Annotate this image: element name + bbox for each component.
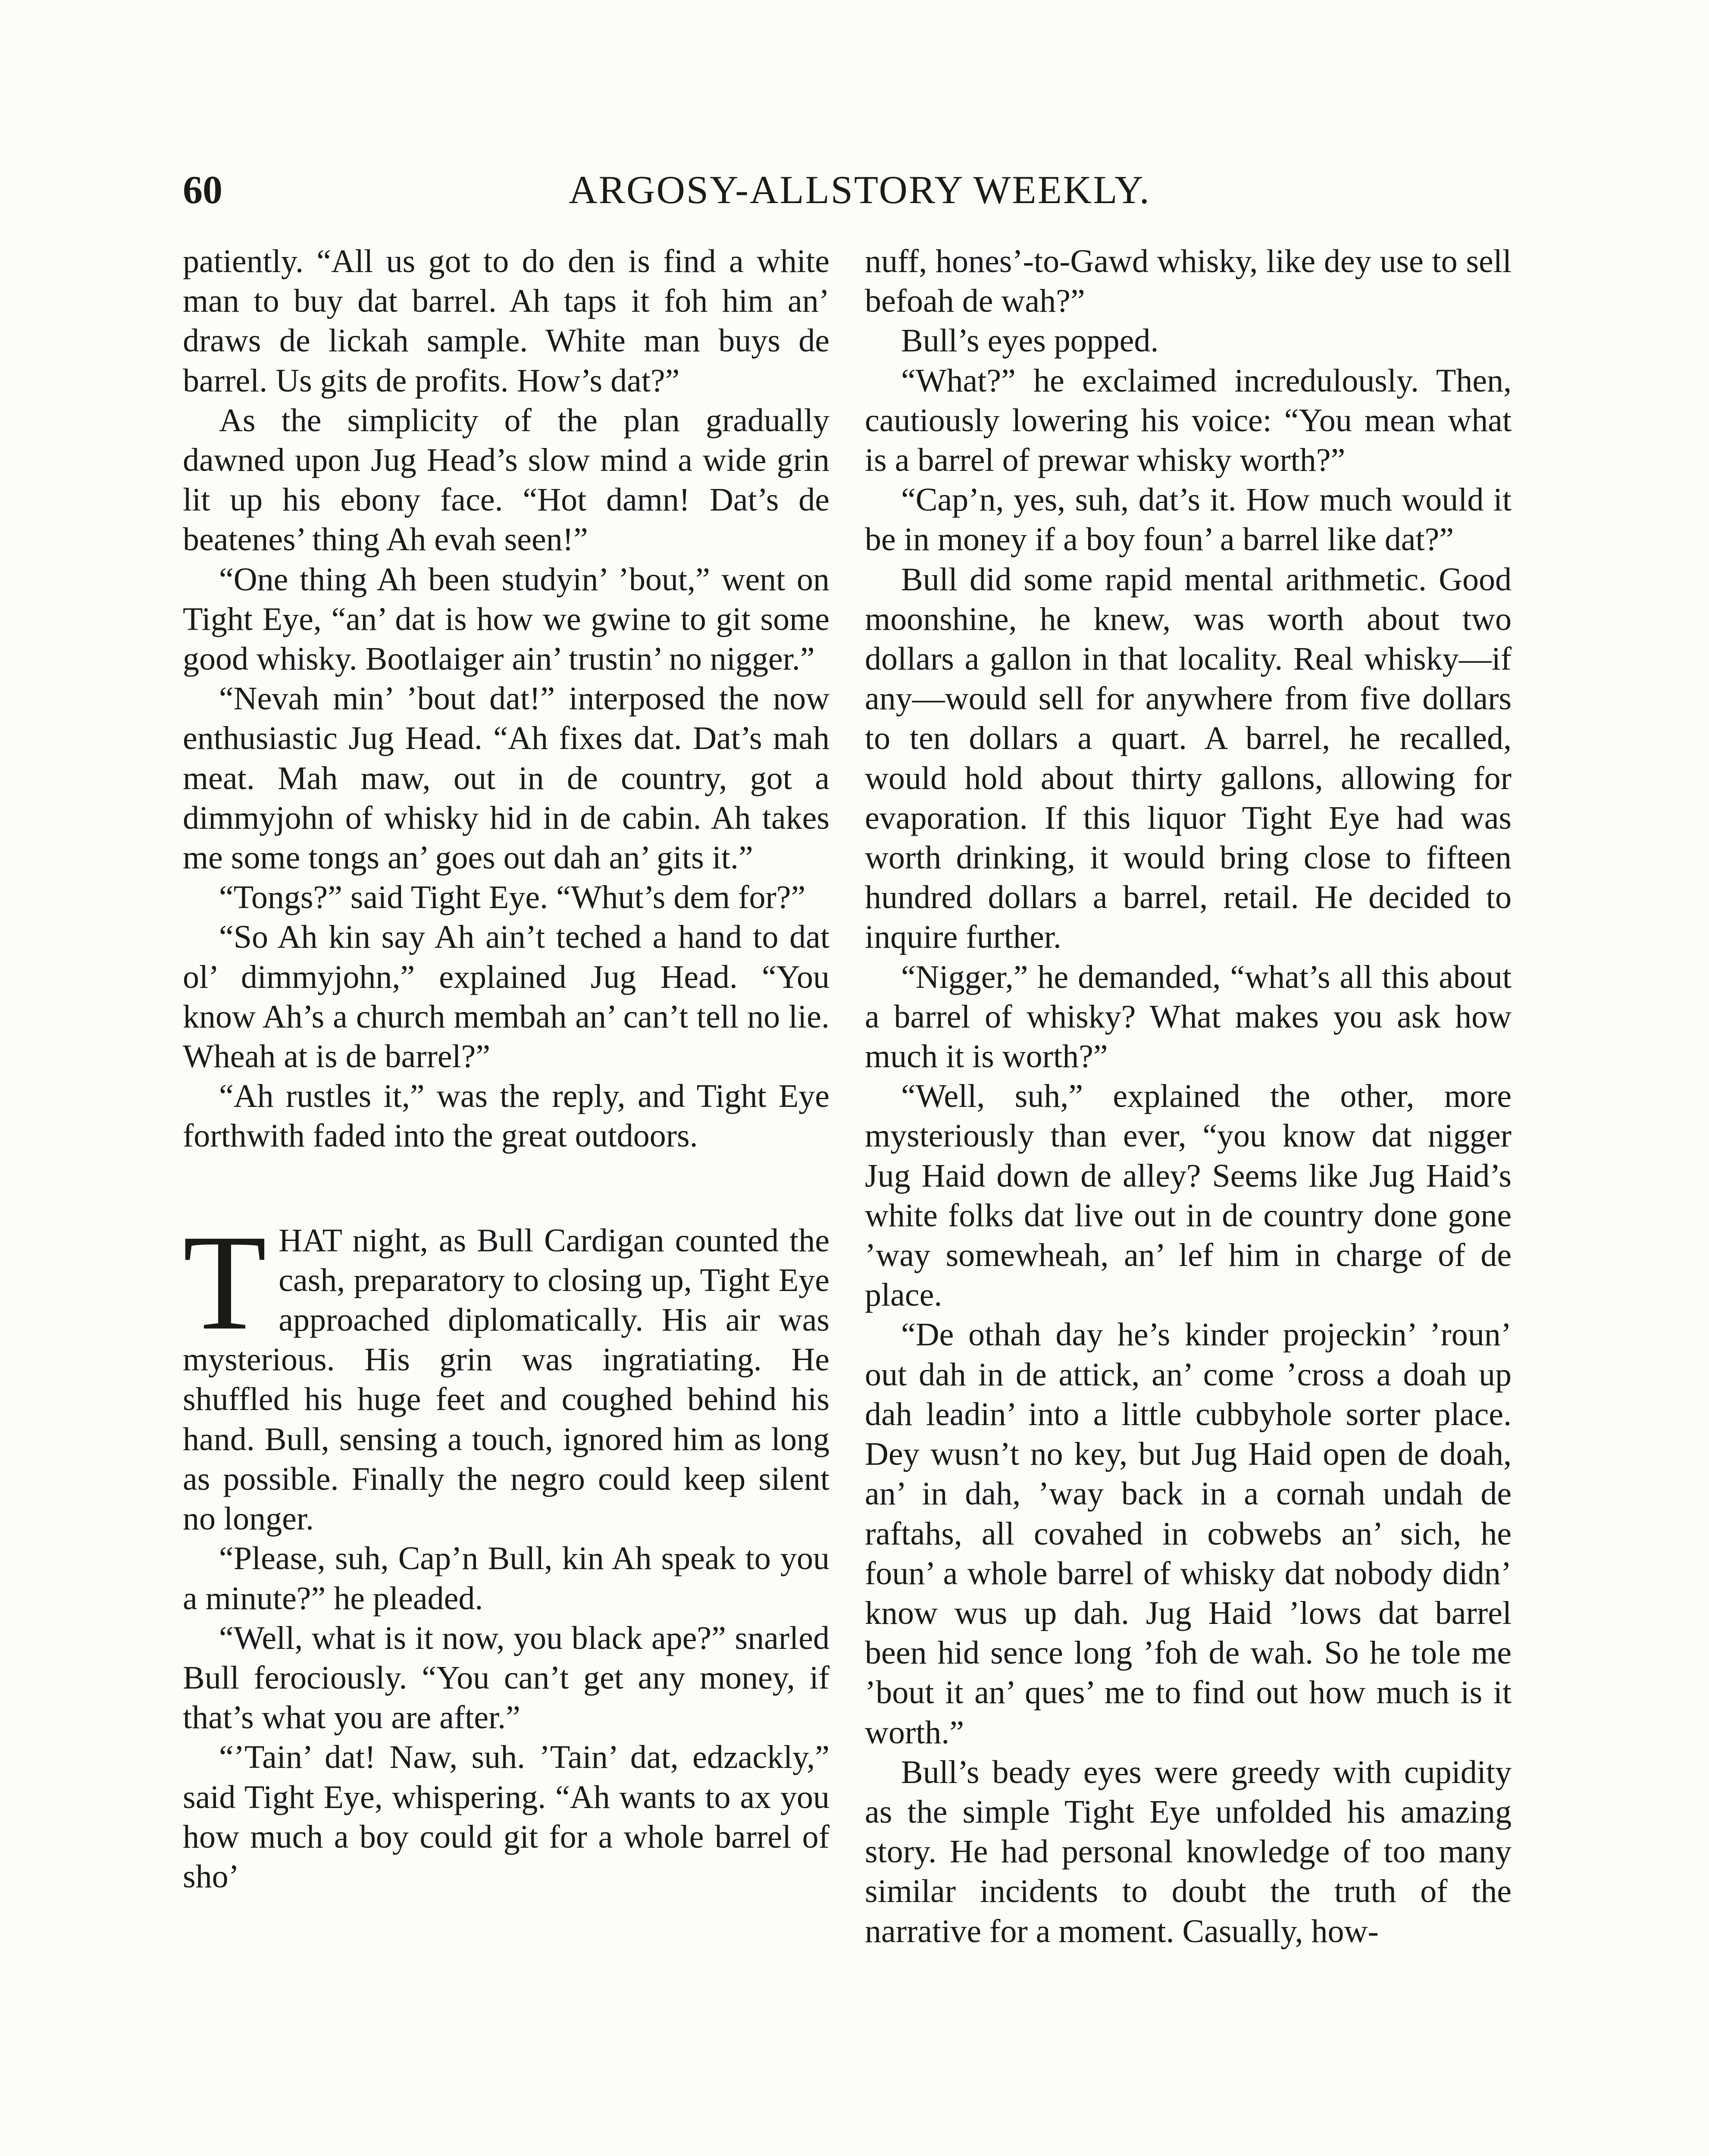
paragraph: “So Ah kin say Ah ain’t teched a hand to dat ol’ dimmyjohn,” explained Jug Head. “You know Ah’s a church membah an’ can’t tell no lie. Wheah at is de barrel?” — [183, 919, 829, 1075]
right-column — [865, 241, 1512, 1951]
paragraph: Bull did some rapid mental arithmetic. Good moonshine, he knew, was worth about two dollars a gallon in that locality. Real whisky—if any—would sell for anywhere from five dollars to ten dollars a quart. A barrel, he recalled, would hold about thirty gallons, allowing for evaporation. If this liquor Tight Eye had was worth drinking, it would bring close to fifteen hundred dollars a barrel, retail. He decided to inquire further. — [865, 561, 1512, 956]
paragraph: “Nevah min’ ’bout dat!” interposed the now enthusiastic Jug Head. “Ah fixes dat. Dat’s mah meat. Mah maw, out in de country, got a dimmyjohn of whisky hid in de cabin. Ah takes me some tongs an’ goes out dah an’ gits it.” — [183, 680, 829, 876]
paragraph: “Nigger,” he demanded, “what’s all this about a barrel of whisky? What makes you ask how much it is worth?” — [865, 959, 1512, 1075]
paragraph: nuff, hones’-to-Gawd whisky, like dey use to sell befoah de wah?” — [865, 243, 1512, 320]
page-header — [183, 164, 1537, 216]
paragraph: “Please, suh, Cap’n Bull, kin Ah speak to you a minute?” he pleaded. — [183, 1540, 829, 1617]
paragraph: “One thing Ah been studyin’ ’bout,” went on Tight Eye, “an’ dat is how we gwine to git some good whisky. Bootlaiger ain’ trustin’ no nigger.” — [183, 561, 829, 677]
page-number: 60 — [183, 168, 222, 212]
section-first-paragraph — [183, 1206, 829, 1539]
section-break — [183, 1156, 829, 1221]
paragraph: “What?” he exclaimed incredulously. Then, cautiously lowering his voice: “You mean what is a barrel of prewar whisky worth?” — [865, 362, 1512, 479]
paragraph: “Cap’n, yes, suh, dat’s it. How much would it be in money if a boy foun’ a barrel like dat?” — [865, 482, 1512, 558]
running-title: ARGOSY-ALLSTORY WEEKLY. — [569, 168, 1151, 212]
paragraph: Bull’s eyes popped. — [901, 323, 1159, 359]
left-column — [183, 241, 829, 1896]
paragraph: “’Tain’ dat! Naw, suh. ’Tain’ dat, edzackly,” said Tight Eye, whispering. “Ah wants to ax you how much a boy could git for a whole barrel of sho’ — [183, 1739, 829, 1895]
drop-cap: T — [183, 1206, 267, 1358]
paragraph: “Well, suh,” explained the other, more mysteriously than ever, “you know dat nigger Jug Haid down de alley? Seems like Jug Haid’s white folks dat live out in de country done gone ’way somewheah, an’ lef him in charge of de place. — [865, 1078, 1512, 1313]
paragraph: “Tongs?” said Tight Eye. “Whut’s dem for?” — [219, 879, 806, 916]
paragraph: As the simplicity of the plan gradually dawned upon Jug Head’s slow mind a wide grin lit up his ebony face. “Hot damn! Dat’s de beatenes’ thing Ah evah seen!” — [183, 402, 829, 558]
section-first-paragraph-text: HAT night, as Bull Cardigan counted the cash, preparatory to closing up, Tight Eye approached diplomatically. His air was mysterious. His grin was ingratiating. He shuffled his huge feet and coughed behind his hand. Bull, sensing a touch, ignored him as long as possible. Finally the negro could keep silent no longer. — [183, 1222, 829, 1537]
paragraph: “Ah rustles it,” was the reply, and Tight Eye forthwith faded into the great outdoors. — [183, 1078, 829, 1154]
paragraph: “Well, what is it now, you black ape?” snarled Bull ferociously. “You can’t get any money, if that’s what you are after.” — [183, 1620, 829, 1736]
paragraph: “De othah day he’s kinder projeckin’ ’roun’ out dah in de attick, an’ come ’cross a doah up dah leadin’ into a little cubbyhole sorter place. Dey wusn’t no key, but Jug Haid open de doah, an’ in dah, ’way back in a cornah undah de raftahs, all covahed in cobwebs an’ sich, he foun’ a whole barrel of whisky dat nobody didn’ know wus up dah. Jug Haid ’lows dat barrel been hid sence long ’foh de wah. So he tole me ’bout it an’ ques’ me to find out how much is it worth.” — [865, 1316, 1512, 1751]
paragraph: Bull’s beady eyes were greedy with cupidity as the simple Tight Eye unfolded his amazing story. He had personal knowledge of too many similar incidents to doubt the truth of the narrative for a moment. Casually, how- — [865, 1754, 1512, 1949]
paragraph: patiently. “All us got to do den is find a white man to buy dat barrel. Ah taps it foh him an’ draws de lickah sample. White man buys de barrel. Us gits de profits. How’s dat?” — [183, 243, 829, 399]
